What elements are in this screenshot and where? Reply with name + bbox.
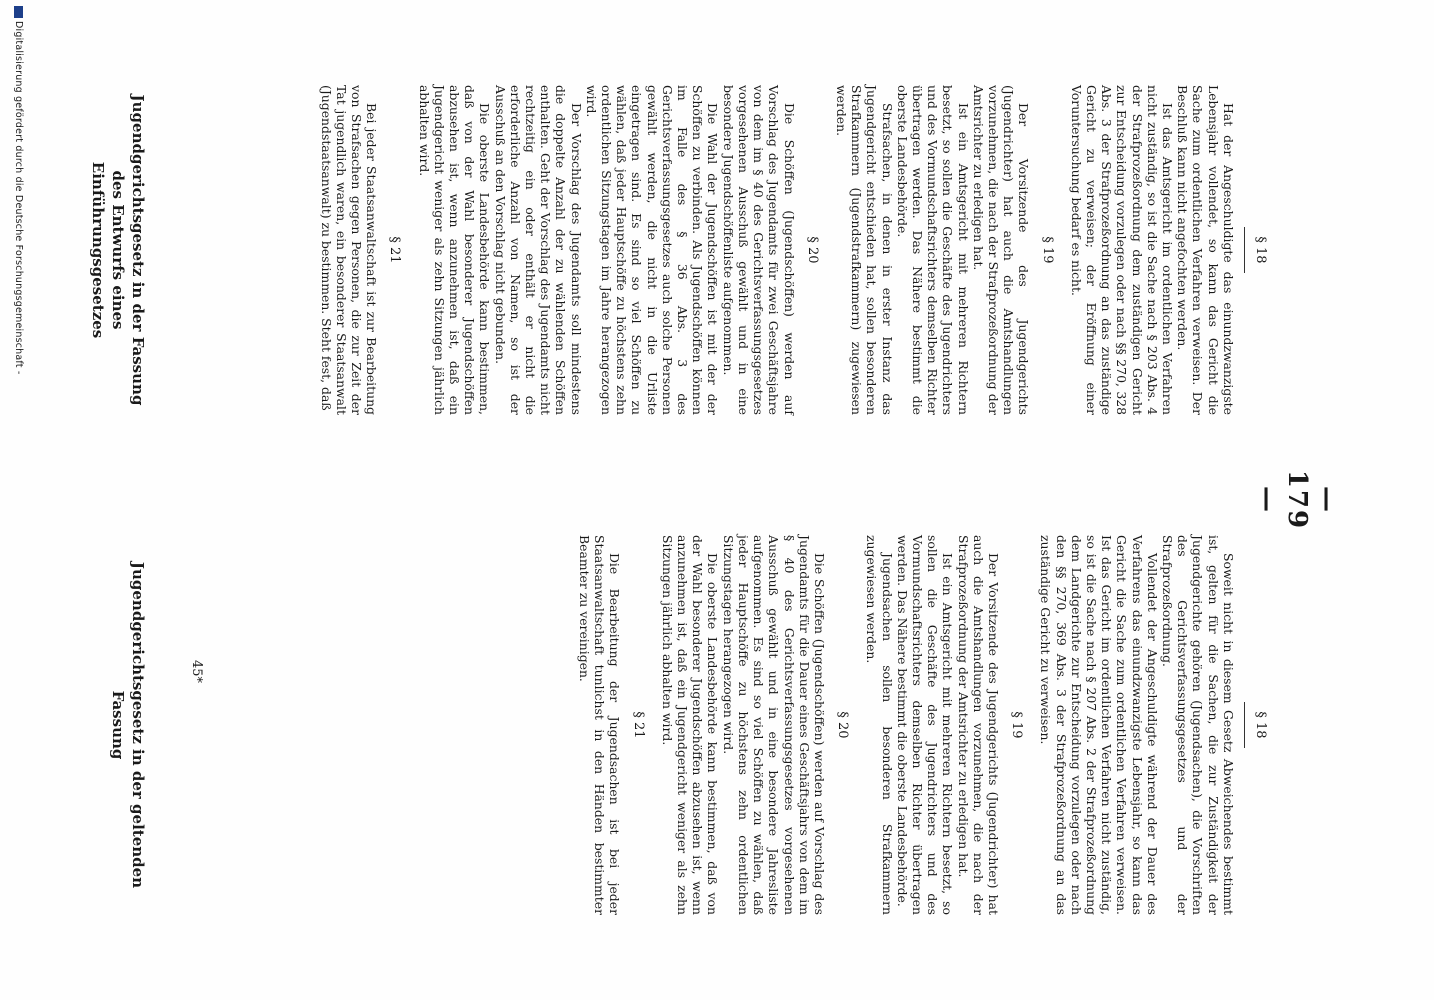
footer-credit xyxy=(13,6,24,375)
right-s20-p1: Die Schöffen (Jugendschöffen) werden auf Vorschlag des Jugendamts für die Dauer eines Geschäftsjahrs von dem im § 40 des Gerichtsverfassungsgesetzes vorgesehenen Ausschuß gewählt und in eine besondere Jahresliste aufgenommen. Es sind so viel Schöffen zu wählen, daß jeder Hauptschöffe zu höchstens zehn ordentlichen Sitzungstagen herangezogen wird. xyxy=(720,535,827,915)
left-s20-p3: Der Vorschlag des Jugendamts soll mindestens die doppelte Anzahl der zu wählenden Schöffen enthalten. Geht der Vorschlag des Jugendamts nicht rechtzeitig ein oder enthält er nicht die erforderliche Anzahl von Namen, so ist der Ausschuß an den Vorschlag nicht gebunden. xyxy=(492,85,584,415)
right-s18-title: § 18 xyxy=(1253,711,1268,739)
left-s19-p3: Strafsachen, in denen in erster Instanz das Jugendgericht entschieden hat, sollen besonderen Strafkammern (Jugendstrafkammern) zugewiesen werden. xyxy=(833,85,895,415)
right-s18-p2: Vollendet der Angeschuldigte während der Dauer des Verfahrens das einundzwanzigste Lebensjahr, so kann das Gericht die Sache zum ordentlichen Verfahren verweisen. Ist das Gericht im ordentlichen Verfahren nicht zuständig, so ist die Sache nach § 207 Abs. 2 der Strafprozeßordnung dem Landgerichte zur Entscheidung vorzulegen oder nach den §§ 270, 369 Abs. 3 der Strafprozeßordnung an das zuständige Gericht zu verweisen. xyxy=(1038,535,1160,915)
page-number: — 179 — xyxy=(1252,469,1342,531)
right-s19-p3: Jugendsachen sollen besonderen Strafkammern zugewiesen werden. xyxy=(864,535,895,915)
left-column-heading: Jugendgerichtsgesetz in der Fassung des Entwurfs eines Einführungsgesetzes xyxy=(89,94,147,406)
right-column-heading: Jugendgerichtsgesetz in der geltenden Fassung xyxy=(109,561,147,889)
right-s19-p2: Ist ein Amtsgericht mit mehreren Richtern besetzt, so sollen die Geschäfte des Jugendrichters und des Vormundschaftsrichters demselben Richter übertragen werden. Das Nähere bestimmt die oberste Landesbehörde. xyxy=(894,535,956,915)
footer-text: Digitalisierung gefördert durch die Deutsche Forschungsgemeinschaft - xyxy=(13,21,24,375)
dfg-logo-icon xyxy=(14,6,23,18)
left-s20-p2: Die Wahl der Jugendschöffen ist mit der der Schöffen zu verbinden. Als Jugendschöffen können im Falle des § 36 Abs. 3 des Gerichtsverfassungsgesetzes auch solche Personen gewählt werden, die nicht in die Urliste eingetragen sind. Es sind so viel Schöffen zu wählen, daß jeder Hauptschöffe zu höchstens zehn ordentlichen Sitzungstagen im Jahre herangezogen wird. xyxy=(583,85,721,415)
right-s19-p1: Der Vorsitzende des Jugendgerichts (Jugendrichter) hat auch die Amtshandlungen vorzunehmen, die nach der Strafprozeßordnung der Amtsrichter zu erledigen hat. xyxy=(955,535,1001,915)
left-s19-p1: Der Vorsitzende des Jugendgerichts (Jugendrichter) hat auch die Amtshandlungen vorzunehmen, die nach der Strafprozeßordnung der Amtsrichter zu erledigen hat. xyxy=(970,85,1032,415)
left-s20-p1: Die Schöffen (Jugendschöffen) werden auf Vorschlag des Jugendamts für zwei Geschäftsjahre von dem im § 40 des Gerichtsverfassungsgesetzes vorgesehenen Ausschuß gewählt und in eine besondere Jugendschöffenliste aufgenommen. xyxy=(720,85,797,415)
left-s20-p4: Die oberste Landesbehörde kann bestimmen, daß von der Wahl besonderer Jugendschöffen abzusehen ist, wenn anzunehmen ist, daß ein Jugendgericht weniger als zehn Sitzungen jährlich abhalten wird. xyxy=(416,85,493,415)
left-s19-p2: Ist ein Amtsgericht mit mehreren Richtern besetzt, so sollen die Geschäfte des Jugendrichters und des Vormundschaftsrichters demselben Richter übertragen werden. Das Nähere bestimmt die oberste Landesbehörde. xyxy=(894,85,971,415)
right-s18-p1: Soweit nicht in diesem Gesetz Abweichendes bestimmt ist, gelten für die Sachen, die zur Zuständigkeit der Jugendgerichte gehören (Jugendsachen), die Vorschriften des Gerichtsverfassungsgesetzes und der Strafprozeßordnung. xyxy=(1159,535,1236,915)
right-s20-title: § 20 xyxy=(835,711,851,739)
left-s18-p2: Ist das Amtsgericht im ordentlichen Verfahren nicht zuständig, so ist die Sache nach § 203 Abs. 4 der Strafprozeßordnung dem zuständigen Gericht zur Entscheidung vorzulegen oder nach §§ 270, 328 Abs. 3 der Strafprozeßordnung an das zuständige Gericht zu verweisen; der Eröffnung einer Voruntersuchung bedarf es nicht. xyxy=(1068,85,1175,415)
right-s19-title: § 19 xyxy=(1009,711,1025,739)
right-s21-p1: Die Bearbeitung der Jugendsachen ist bei jeder Staatsanwaltschaft tunlichst in den Händen bestimmter Beamter zu vereinigen. xyxy=(577,535,623,915)
left-s18-p1: Hat der Angeschuldigte das einundzwanzigste Lebensjahr vollendet, so kann das Gericht die Sache zum ordentlichen Verfahren verweisen. Der Beschluß kann nicht angefochten werden. xyxy=(1175,85,1236,415)
right-s20-p2: Die oberste Landesbehörde kann bestimmen, daß von der Wahl besonderer Jugendschöffen abzusehen ist, wenn anzunehmen ist, daß ein Jugendgericht weniger als zehn Sitzungen jährlich abhalten wird. xyxy=(659,535,721,915)
left-column-upper xyxy=(318,85,1282,415)
signature-mark: 45* xyxy=(189,660,204,684)
right-column xyxy=(577,535,1282,915)
left-s20-title: § 20 xyxy=(804,236,820,264)
section-rule xyxy=(1244,227,1245,273)
left-s18-title: § 18 xyxy=(1253,236,1268,264)
section-rule xyxy=(1244,702,1245,748)
right-s21-title: § 21 xyxy=(630,711,646,739)
left-s19-title: § 19 xyxy=(1039,236,1055,264)
left-s21-title: § 21 xyxy=(387,236,403,264)
left-s21-p1: Bei jeder Staatsanwaltschaft ist zur Bearbeitung von Strafsachen gegen Personen, die zur Zeit der Tat jugendlich waren, ein besonderer Staatsanwalt (Jugendstaatsanwalt) zu bestimmen. Steht fest, daß xyxy=(318,85,380,415)
